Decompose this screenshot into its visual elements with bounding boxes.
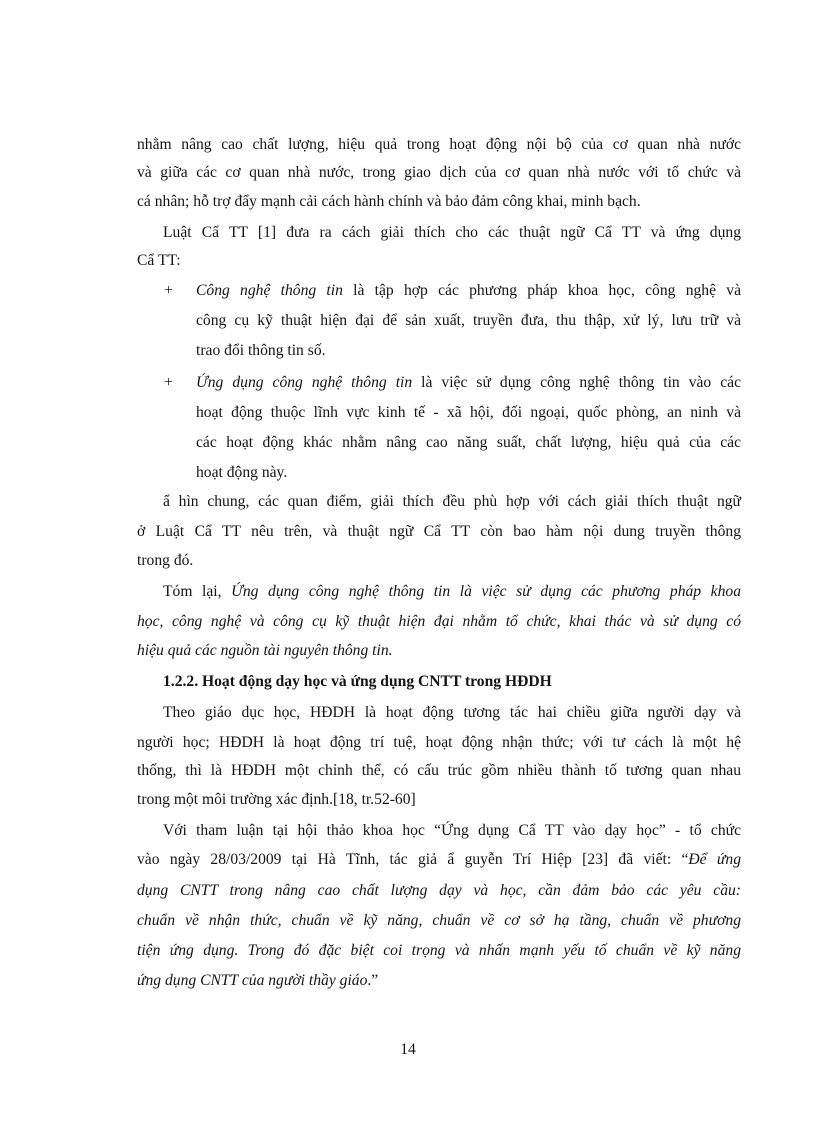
paragraph-6-line-2-plain: vào ngày 28/03/2009 tại Hà Tĩnh, tác giả ẩ guyễn Trí Hiệp [23] đã viết: “ <box>137 851 689 868</box>
paragraph-4-line-1 <box>163 584 741 600</box>
list-item-2-term: Ứng dụng công nghệ thông tin <box>196 374 413 391</box>
paragraph-5-line-4: trong một môi trường xác định.[18, tr.52-60] <box>137 791 416 808</box>
paragraph-4-line-2: học, công nghệ và công cụ kỹ thuật hiện đại nhằm tổ chức, khai thác và sử dụng có <box>137 613 741 630</box>
paragraph-4-definition: Ứng dụng công nghệ thông tin là việc sử dụng các phương pháp khoa <box>231 583 741 600</box>
paragraph-6-line-6 <box>137 973 378 989</box>
paragraph-2-line-1: Luật Cẩ TT [1] đưa ra cách giải thích cho các thuật ngữ Cẩ TT và ứng dụng <box>163 224 741 241</box>
paragraph-1-line-1: nhằm nâng cao chất lượng, hiệu quả trong hoạt động nội bộ của cơ quan nhà nước <box>137 136 741 153</box>
list-item-1-line-2: công cụ kỹ thuật hiện đại để sản xuất, truyền đưa, thu thập, xử lý, lưu trữ và <box>196 312 741 329</box>
list-item-1-line-1 <box>196 283 741 299</box>
paragraph-6-line-1: Với tham luận tại hội thảo khoa học “Ứng dụng Cẩ TT vào dạy học” - tổ chức <box>163 822 741 839</box>
list-item-2-line-3: các hoạt động khác nhằm nâng cao năng suất, chất lượng, hiệu quả của các <box>196 434 741 451</box>
paragraph-6-line-5: tiện ứng dụng. Trong đó đặc biệt coi trọng và nhấn mạnh yếu tố chuẩn về kỹ năng <box>137 942 741 959</box>
list-item-1-marker: + <box>164 282 173 299</box>
paragraph-6-quote-end: ứng dụng CNTT của người thầy giáo <box>137 972 368 989</box>
paragraph-2-line-2: Cẩ TT: <box>137 252 181 269</box>
paragraph-3-line-3: trong đó. <box>137 552 194 569</box>
list-item-1-line-3: trao đổi thông tin số. <box>196 342 326 359</box>
paragraph-4-lead: Tóm lại, <box>163 583 232 600</box>
list-item-1-rest: là tập hợp các phương pháp khoa học, công nghệ và <box>342 282 741 299</box>
paragraph-3-line-1: ẩ hìn chung, các quan điểm, giải thích đều phù hợp với cách giải thích thuật ngữ <box>163 493 741 510</box>
paragraph-1-line-2: và giữa các cơ quan nhà nước, trong giao dịch của cơ quan nhà nước với tổ chức và <box>137 164 741 181</box>
list-item-2-line-4: hoạt động này. <box>196 464 288 481</box>
paragraph-3-line-2: ở Luật Cẩ TT nêu trên, và thuật ngữ Cẩ TT còn bao hàm nội dung truyền thông <box>137 523 741 540</box>
section-heading: 1.2.2. Hoạt động dạy học và ứng dụng CNTT trong HĐDH <box>163 673 552 690</box>
list-item-2-line-1 <box>196 375 741 391</box>
list-item-2-marker: + <box>164 374 173 391</box>
paragraph-6-line-2 <box>137 852 741 868</box>
paragraph-4-line-3: hiệu quả các nguồn tài nguyên thông tin. <box>137 642 393 659</box>
paragraph-6-closing-quote: .” <box>367 972 379 989</box>
list-item-2-line-2: hoạt động thuộc lĩnh vực kinh tế - xã hội, đối ngoại, quốc phòng, an ninh và <box>196 404 741 421</box>
paragraph-6-line-4: chuẩn về nhận thức, chuẩn về kỹ năng, chuẩn về cơ sở hạ tầng, chuẩn về phương <box>137 912 741 929</box>
paragraph-5-line-2: người học; HĐDH là hoạt động trí tuệ, hoạt động nhận thức; với tư cách là một hệ <box>137 734 741 751</box>
paragraph-5-line-3: thống, thì là HĐDH một chỉnh thể, có cấu trúc gồm nhiều thành tố tương quan nhau <box>137 762 741 779</box>
list-item-1-term: Công nghệ thông tin <box>196 282 343 299</box>
paragraph-5-line-1: Theo giáo dục học, HĐDH là hoạt động tương tác hai chiều giữa người dạy và <box>163 704 741 721</box>
list-item-2-rest: là việc sử dụng công nghệ thông tin vào các <box>412 374 741 391</box>
paragraph-1-line-3: cá nhân; hỗ trợ đẩy mạnh cải cách hành chính và bảo đảm công khai, minh bạch. <box>137 193 641 210</box>
page-number: 14 <box>400 1041 416 1058</box>
paragraph-6-quote-start: Để ứng <box>688 851 741 868</box>
paragraph-6-line-3: dụng CNTT trong nâng cao chất lượng dạy và học, cần đảm bảo các yêu cầu: <box>137 882 741 899</box>
